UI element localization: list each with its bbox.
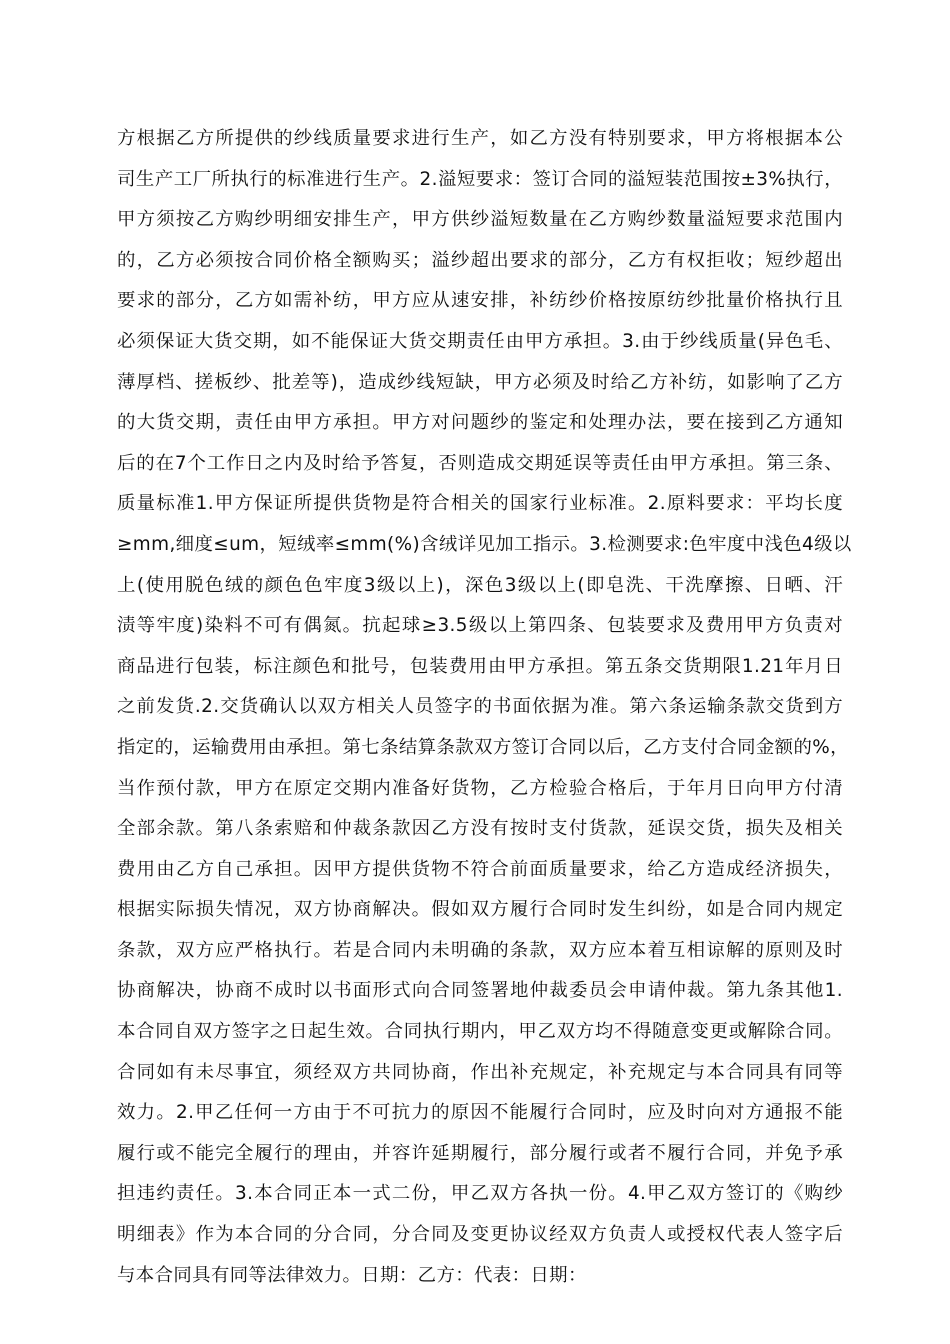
text-line-last: 与本合同具有同等法律效力。日期：乙方：代表：日期： — [117, 1264, 587, 1286]
text-line: 担违约责任。3.本合同正本一式二份，甲乙双方各执一份。4.甲乙双方签订的《购纱 — [117, 1183, 843, 1205]
contract-text-body — [117, 119, 852, 1296]
text-line: 质量标准1.甲方保证所提供货物是符合相关的国家行业标准。2.原料要求：平均长度 — [117, 493, 843, 515]
text-line: 后的在7个工作日之内及时给予答复，否则造成交期延误等责任由甲方承担。第三条、 — [117, 452, 843, 474]
text-line: 之前发货.2.交货确认以双方相关人员签字的书面依据为准。第六条运输条款交货到方 — [117, 696, 843, 718]
text-line: 要求的部分，乙方如需补纺，甲方应从速安排，补纺纱价格按原纺纱批量价格执行且 — [117, 290, 843, 312]
text-line: 的大货交期，责任由甲方承担。甲方对问题纱的鉴定和处理办法，要在接到乙方通知 — [117, 412, 843, 434]
text-line: 当作预付款，甲方在原定交期内准备好货物，乙方检验合格后，于年月日向甲方付清 — [117, 777, 843, 799]
text-line: 条款，双方应严格执行。若是合同内未明确的条款，双方应本着互相谅解的原则及时 — [117, 939, 843, 961]
text-line: 商品进行包装，标注颜色和批号，包装费用由甲方承担。第五条交货期限1.21年月日 — [117, 655, 843, 677]
text-line: 根据实际损失情况，双方协商解决。假如双方履行合同时发生纠纷，如是合同内规定 — [117, 899, 843, 921]
text-line: 必须保证大货交期，如不能保证大货交期责任由甲方承担。3.由于纱线质量(异色毛、 — [117, 330, 843, 352]
text-line: 上(使用脱色绒的颜色色牢度3级以上)，深色3级以上(即皂洗、干洗摩擦、日晒、汗 — [117, 574, 843, 596]
text-line: 费用由乙方自己承担。因甲方提供货物不符合前面质量要求，给乙方造成经济损失， — [117, 858, 843, 880]
text-line: 薄厚档、搓板纱、批差等)，造成纱线短缺，甲方必须及时给乙方补纺，如影响了乙方 — [117, 371, 843, 393]
text-line: 明细表》作为本合同的分合同，分合同及变更协议经双方负责人或授权代表人签字后 — [117, 1224, 843, 1246]
text-line: 指定的，运输费用由承担。第七条结算条款双方签订合同以后，乙方支付合同金额的%， — [117, 736, 849, 758]
text-line: 司生产工厂所执行的标准进行生产。2.溢短要求：签订合同的溢短装范围按±3%执行， — [117, 168, 843, 190]
text-line: 渍等牢度)染料不可有偶氮。抗起球≥3.5级以上第四条、包装要求及费用甲方负责对 — [117, 615, 843, 637]
text-line: 的，乙方必须按合同价格全额购买；溢纱超出要求的部分，乙方有权拒收；短纱超出 — [117, 249, 843, 271]
text-line: 履行或不能完全履行的理由，并容许延期履行，部分履行或者不履行合同，并免予承 — [117, 1142, 843, 1164]
text-line: 方根据乙方所提供的纱线质量要求进行生产，如乙方没有特别要求，甲方将根据本公 — [117, 128, 843, 149]
text-line: ≥mm,细度≤um，短绒率≤mm(%)含绒详见加工指示。3.检测要求:色牢度中浅色4级以 — [117, 533, 852, 555]
text-line: 全部余款。第八条索赔和仲裁条款因乙方没有按时支付货款，延误交货，损失及相关 — [117, 818, 843, 840]
text-line: 协商解决，协商不成时以书面形式向合同签署地仲裁委员会申请仲裁。第九条其他1. — [117, 980, 843, 1002]
text-line: 甲方须按乙方购纱明细安排生产，甲方供纱溢短数量在乙方购纱数量溢短要求范围内 — [117, 209, 843, 231]
text-line: 效力。2.甲乙任何一方由于不可抗力的原因不能履行合同时，应及时向对方通报不能 — [117, 1102, 843, 1124]
text-line: 合同如有未尽事宜，须经双方共同协商，作出补充规定，补充规定与本合同具有同等 — [117, 1061, 843, 1083]
text-line: 本合同自双方签字之日起生效。合同执行期内，甲乙双方均不得随意变更或解除合同。 — [117, 1021, 843, 1043]
